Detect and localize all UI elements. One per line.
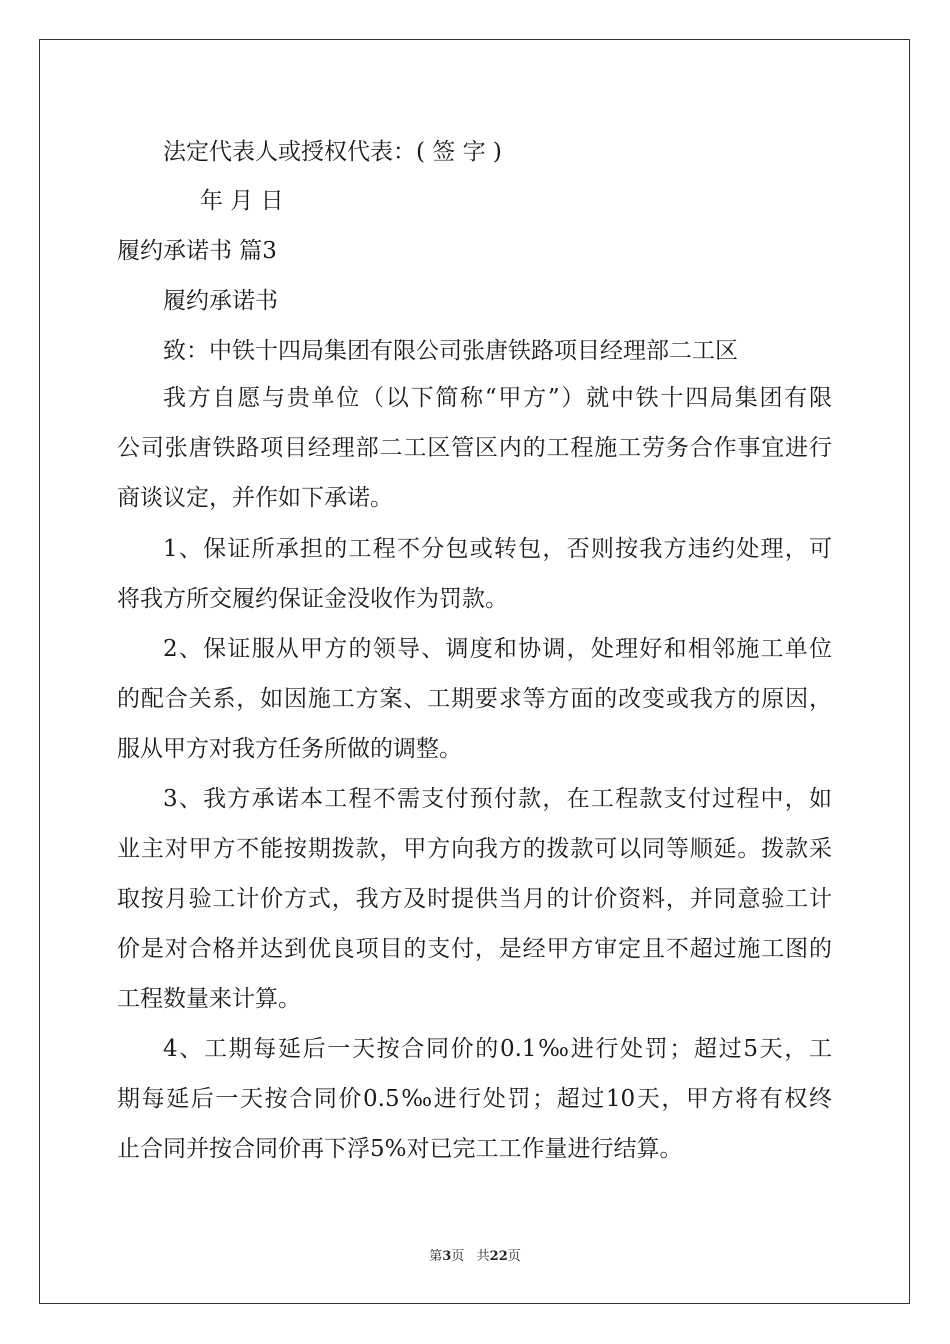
page-prefix: 第	[429, 1249, 443, 1264]
signature-label: 法定代表人或授权代表：( 签 字 )	[163, 139, 502, 165]
document-title: 履约承诺书	[163, 288, 278, 314]
paragraph-line: 期每延后一天按合同价0.5‰进行处罚；超过10天，甲方将有权终	[117, 1086, 832, 1112]
paragraph-line: 公司张唐铁路项目经理部二工区管区内的工程施工劳务合作事宜进行	[117, 435, 832, 461]
section-title: 履约承诺书 篇3	[117, 238, 277, 264]
signature-date: 年 月 日	[200, 188, 284, 214]
total-page-count: 22	[489, 1249, 508, 1264]
paragraph-line: 业主对甲方不能按期拨款，甲方向我方的拨款可以同等顺延。拨款采	[117, 836, 832, 862]
paragraph-line: 将我方所交履约保证金没收作为罚款。	[117, 586, 508, 612]
paragraph-line: 3、我方承诺本工程不需支付预付款，在工程款支付过程中，如	[163, 786, 832, 812]
current-page-number: 3	[442, 1249, 452, 1264]
page-mid: 页 共	[451, 1249, 490, 1264]
paragraph-line: 2、保证服从甲方的领导、调度和协调，处理好和相邻施工单位	[163, 636, 832, 662]
page-number-footer	[0, 1248, 950, 1266]
paragraph-line: 工程数量来计算。	[117, 986, 301, 1012]
paragraph-line: 取按月验工计价方式，我方及时提供当月的计价资料，并同意验工计	[117, 886, 832, 912]
addressee: 致：中铁十四局集团有限公司张唐铁路项目经理部二工区	[163, 338, 738, 364]
paragraph-line: 商谈议定，并作如下承诺。	[117, 485, 393, 511]
paragraph-line: 的配合关系，如因施工方案、工期要求等方面的改变或我方的原因，	[117, 686, 832, 712]
paragraph-line: 4、工期每延后一天按合同价的0.1‰进行处罚；超过5天，工	[163, 1036, 832, 1062]
paragraph-line: 1、保证所承担的工程不分包或转包，否则按我方违约处理，可	[163, 536, 832, 562]
paragraph-line: 我方自愿与贵单位（以下简称“甲方”）就中铁十四局集团有限	[163, 385, 832, 411]
paragraph-line: 服从甲方对我方任务所做的调整。	[117, 736, 462, 762]
page-suffix: 页	[507, 1249, 521, 1264]
page-border	[39, 39, 910, 1304]
paragraph-line: 止合同并按合同价再下浮5%对已完工工作量进行结算。	[117, 1136, 683, 1162]
paragraph-line: 价是对合格并达到优良项目的支付，是经甲方审定且不超过施工图的	[117, 936, 832, 962]
